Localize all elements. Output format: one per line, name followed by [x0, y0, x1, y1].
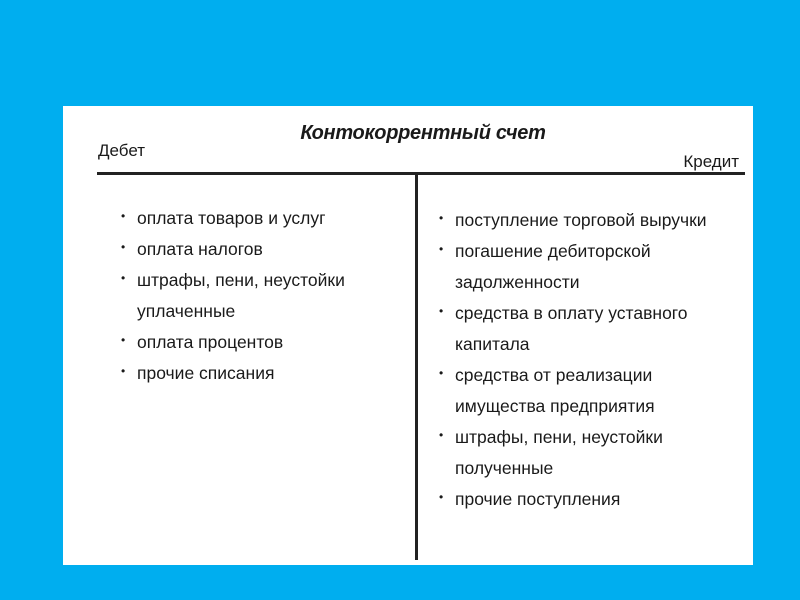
credit-item-label: средства от реализации имущества предприятия [455, 365, 655, 416]
debit-item-label: оплата налогов [137, 239, 263, 259]
account-title: Контокоррентный счет [300, 122, 546, 144]
credit-list [439, 205, 744, 515]
bullet-icon: • [121, 333, 126, 347]
credit-list-item [439, 360, 744, 422]
credit-list-item [439, 422, 744, 484]
account-panel [63, 106, 753, 565]
bullet-icon: • [121, 364, 126, 378]
debit-list-item [121, 265, 411, 327]
credit-label: Кредит [683, 152, 739, 171]
bullet-icon: • [439, 490, 444, 504]
bullet-icon: • [439, 211, 444, 225]
bullet-icon: • [121, 240, 126, 254]
debit-list-item [121, 234, 411, 265]
debit-label: Дебет [98, 141, 145, 160]
bullet-icon: • [439, 242, 444, 256]
credit-item-label: прочие поступления [455, 489, 621, 509]
debit-list [121, 203, 411, 389]
debit-list-item [121, 203, 411, 234]
debit-list-item [121, 358, 411, 389]
bullet-icon: • [121, 209, 126, 223]
credit-list-item [439, 484, 744, 515]
bullet-icon: • [121, 271, 126, 285]
debit-item-label: оплата товаров и услуг [137, 208, 326, 228]
credit-item-label: поступление торговой выручки [455, 210, 707, 230]
credit-item-label: средства в оплату уставного капитала [455, 303, 688, 354]
t-account-horizontal-divider [97, 172, 745, 175]
debit-list-item [121, 327, 411, 358]
credit-list-item [439, 236, 744, 298]
credit-item-label: погашение дебиторской задолженности [455, 241, 651, 292]
debit-item-label: прочие списания [137, 363, 275, 383]
debit-item-label: штрафы, пени, неустойки уплаченные [137, 270, 345, 321]
credit-list-item [439, 205, 744, 236]
credit-item-label: штрафы, пени, неустойки полученные [455, 427, 663, 478]
credit-list-item [439, 298, 744, 360]
debit-item-label: оплата процентов [137, 332, 284, 352]
bullet-icon: • [439, 428, 444, 442]
t-account-vertical-divider [415, 172, 418, 560]
bullet-icon: • [439, 304, 444, 318]
bullet-icon: • [439, 366, 444, 380]
